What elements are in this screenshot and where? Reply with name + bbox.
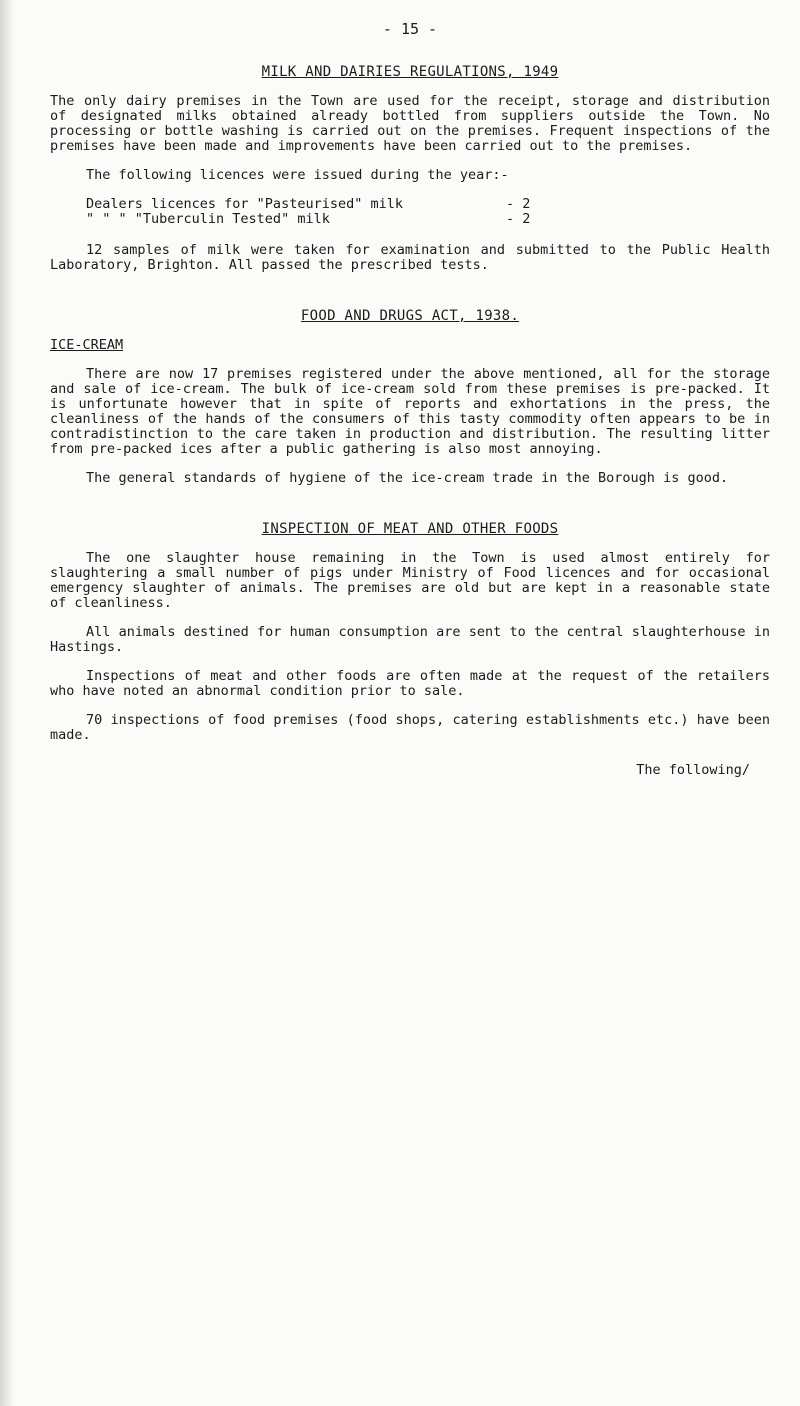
meat-inspection-heading: INSPECTION OF MEAT AND OTHER FOODS bbox=[261, 521, 559, 537]
food-drugs-act-heading: FOOD AND DRUGS ACT, 1938. bbox=[300, 308, 520, 324]
licences-intro: The following licences were issued during the year:- bbox=[86, 167, 509, 183]
ice-cream-subheading: ICE-CREAM bbox=[50, 337, 124, 353]
food-premises-paragraph: 70 inspections of food premises (food shops, catering establishments etc.) have been made. bbox=[50, 712, 770, 743]
ice-cream-paragraph-hygiene: The general standards of hygiene of the ice-cream trade in the Borough is good. bbox=[86, 470, 729, 486]
milk-regulations-heading: MILK AND DAIRIES REGULATIONS, 1949 bbox=[261, 64, 559, 80]
licence-count: - 2 bbox=[506, 196, 531, 212]
animals-paragraph: All animals destined for human consumption are sent to the central slaughterhouse in Hastings. bbox=[50, 624, 770, 655]
licence-type: Dealers licences for "Pasteurised" milk bbox=[86, 196, 403, 212]
ice-cream-paragraph-premises: There are now 17 premises registered under the above mentioned, all for the storage and sale of ice-cream. The bulk of ice-cream sold from these premises is pre-packed. It is unfortunate however that in spite of reports and exhortations in the press, the cleanliness of the hands of the consumers of this tasty commodity often appears to be in contradistinction to the care taken in production and distribution. The resulting litter from pre-packed ices after a public gathering is also most annoying. bbox=[50, 366, 770, 457]
document-page bbox=[50, 22, 770, 778]
page-number: - 15 - bbox=[382, 20, 438, 38]
slaughter-house-paragraph: The one slaughter house remaining in the Town is used almost entirely for slaughtering a small number of pigs under Ministry of Food licences and for occasional emergency slaughter of animals. The premises are old but are kept in a reasonable state of cleanliness. bbox=[50, 550, 770, 611]
milk-samples-paragraph: 12 samples of milk were taken for examination and submitted to the Public Health Laboratory, Brighton. All passed the prescribed tests. bbox=[50, 242, 770, 273]
licence-row bbox=[50, 212, 770, 227]
scan-edge-shadow bbox=[0, 0, 14, 1406]
licence-count: - 2 bbox=[506, 211, 531, 227]
milk-paragraph-premises: The only dairy premises in the Town are used for the receipt, storage and distribution of designated milks obtained already bottled from suppliers outside the Town. No processing or bottle washing is carried out on the premises. Frequent inspections of the premises have been made and improvements have been carried out to the premises. bbox=[50, 93, 770, 154]
inspections-paragraph: Inspections of meat and other foods are often made at the request of the retailers who have noted an abnormal condition prior to sale. bbox=[50, 668, 770, 699]
licence-row bbox=[50, 197, 770, 212]
continuation-footer: The following/ bbox=[636, 762, 750, 778]
licence-type: " " " "Tuberculin Tested" milk bbox=[86, 211, 330, 227]
licences-list bbox=[50, 197, 770, 227]
